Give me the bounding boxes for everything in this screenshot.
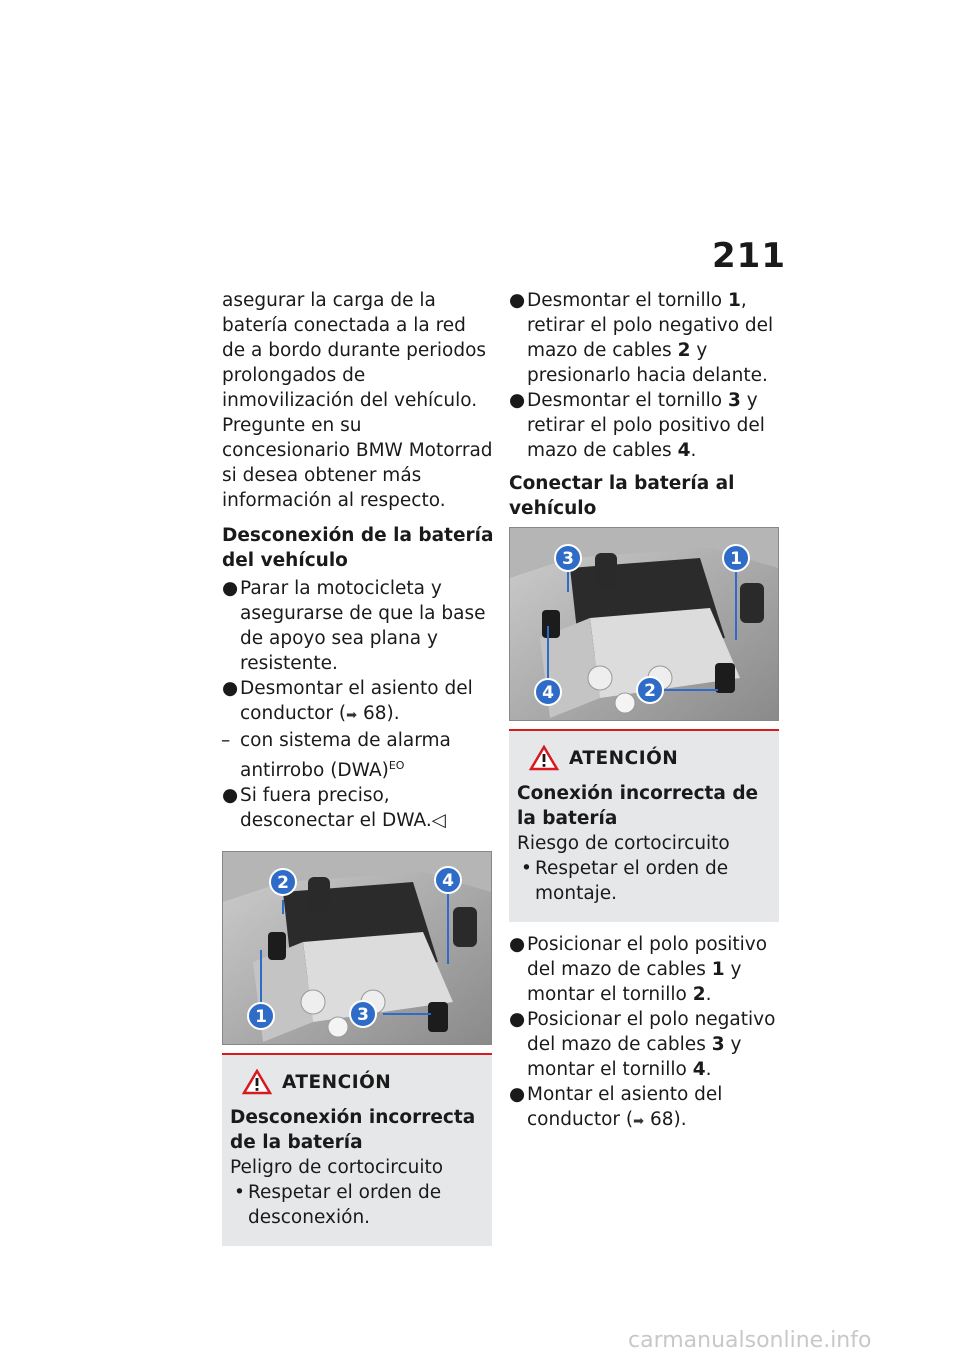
page-number: 211: [712, 236, 786, 276]
warning-box-disconnect: [222, 1053, 492, 1246]
battery-illustration: [223, 852, 491, 1044]
step-item: ● Posicionar el polo positivo del mazo de cables 1 y montar el tornillo 2.: [509, 934, 768, 1005]
step-item: ● Desmontar el asiento del conductor (➡ 68).: [222, 678, 473, 724]
step-item: [222, 783, 494, 833]
svg-text:1: 1: [730, 549, 742, 569]
step-item: [222, 576, 494, 676]
warning-title: ATENCIÓN: [517, 745, 771, 771]
bullet-marker: ●: [222, 678, 239, 699]
right-column: [509, 288, 779, 1134]
battery-illustration: [510, 528, 778, 720]
battery-connect-figure: [509, 527, 779, 721]
warning-box-connect: [509, 729, 779, 922]
svg-text:3: 3: [357, 1005, 369, 1026]
callout-4: [435, 867, 461, 893]
warning-risk: Peligro de cortocircuito: [230, 1157, 444, 1179]
warning-risk: Riesgo de cortocircuito: [517, 833, 730, 854]
intro-paragraph: asegurar la carga de la batería conectada a la red de a bordo durante periodos prolongados de inmovilización del vehículo. Pregunte en su concesionario BMW Motorrad si desea obtener más información al respecto.: [222, 290, 493, 511]
callout-2: [270, 869, 296, 895]
warning-headline: Desconexión incorrecta de la batería: [230, 1107, 476, 1154]
callout-3: [555, 545, 581, 571]
svg-text:4: 4: [542, 683, 554, 703]
bullet-marker: ●: [222, 785, 239, 807]
bullet-marker: •: [234, 1182, 245, 1204]
step-text: Si fuera preciso, desconectar el DWA.◁: [240, 785, 446, 832]
svg-text:1: 1: [255, 1007, 267, 1028]
callout-1: [723, 545, 749, 571]
callout-2: [637, 677, 663, 703]
warning-triangle-icon: [529, 745, 559, 771]
page-ref-arrow-icon: ➡: [633, 1114, 645, 1129]
bullet-marker: ●: [509, 290, 526, 311]
step-item: ● Desmontar el tornillo 1, retirar el polo negativo del mazo de cables 2 y presionarlo hacia delante.: [509, 290, 774, 386]
bullet-marker: •: [521, 858, 532, 879]
svg-text:2: 2: [644, 681, 656, 701]
step-text: Desmontar el asiento del conductor (: [240, 678, 473, 724]
step-item: ● Montar el asiento del conductor (➡ 68).: [509, 1084, 723, 1130]
svg-text:3: 3: [562, 549, 574, 569]
battery-disconnect-figure: [222, 851, 492, 1045]
bullet-marker: ●: [222, 578, 239, 599]
bullet-marker: ●: [509, 1009, 526, 1030]
page-ref-arrow-icon: ➡: [346, 708, 358, 723]
section-heading-disconnect: Desconexión de la batería del vehículo: [222, 525, 494, 571]
bullet-marker: ●: [509, 1084, 526, 1105]
step-text: Parar la motocicleta y asegurarse de que la base de apoyo sea plana y resistente.: [240, 578, 486, 674]
warning-headline: Conexión incorrecta de la batería: [517, 783, 759, 829]
svg-text:2: 2: [277, 873, 289, 894]
bullet-marker: ●: [509, 934, 526, 955]
callout-4: [535, 679, 561, 705]
section-heading-connect: Conectar la batería al vehículo: [509, 473, 735, 519]
left-column: [222, 288, 494, 1246]
step-item: ● Posicionar el polo negativo del mazo de cables 3 y montar el tornillo 4.: [509, 1009, 776, 1080]
page-ref-number[interactable]: 68: [649, 1109, 674, 1130]
warning-bullet: • Respetar el orden de montaje.: [521, 858, 729, 904]
warning-triangle-icon: [242, 1069, 272, 1095]
step-item: ● Desmontar el tornillo 3 y retirar el polo positivo del mazo de cables 4.: [509, 390, 765, 461]
dash-marker: –: [221, 730, 231, 751]
svg-text:4: 4: [442, 871, 454, 892]
bullet-marker: ●: [509, 390, 526, 411]
watermark: carmanualsonline.info: [628, 1328, 872, 1353]
condition-text: con sistema de alarma antirrobo (DWA): [240, 730, 451, 782]
warning-title: ATENCIÓN: [230, 1069, 484, 1095]
page-ref-number[interactable]: 68: [362, 703, 387, 724]
eo-note: EO: [388, 759, 405, 772]
callout-1: [248, 1003, 274, 1029]
callout-3: [350, 1001, 376, 1027]
warning-bullet: • Respetar el orden de desconexión.: [234, 1182, 442, 1229]
condition-item: [222, 728, 494, 783]
